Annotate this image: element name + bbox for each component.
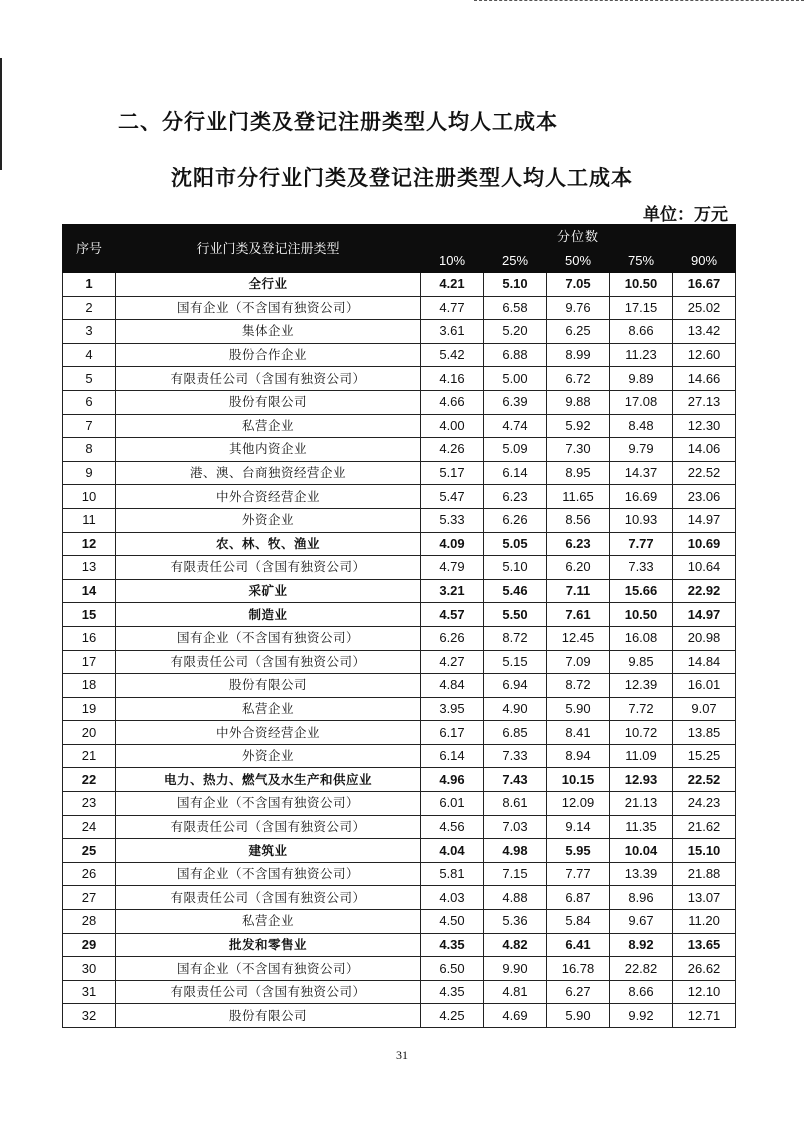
table-row bbox=[63, 721, 736, 745]
table-row bbox=[63, 485, 736, 509]
cell-p10: 4.57 bbox=[421, 603, 484, 627]
cell-p90: 13.65 bbox=[673, 933, 736, 957]
cell-name: 股份合作企业 bbox=[116, 343, 421, 367]
cell-p90: 12.30 bbox=[673, 414, 736, 438]
cell-seq: 32 bbox=[63, 1004, 116, 1028]
cell-p75: 14.37 bbox=[610, 461, 673, 485]
cell-name: 中外合资经营企业 bbox=[116, 721, 421, 745]
cell-p10: 4.35 bbox=[421, 980, 484, 1004]
table-body bbox=[63, 273, 736, 1028]
cell-name: 私营企业 bbox=[116, 910, 421, 934]
cell-p75: 11.09 bbox=[610, 744, 673, 768]
cell-p10: 4.66 bbox=[421, 390, 484, 414]
cell-seq: 15 bbox=[63, 603, 116, 627]
cell-p10: 4.35 bbox=[421, 933, 484, 957]
table-row bbox=[63, 744, 736, 768]
cell-p75: 11.35 bbox=[610, 815, 673, 839]
table-row bbox=[63, 390, 736, 414]
cell-p90: 22.52 bbox=[673, 461, 736, 485]
cell-p75: 9.79 bbox=[610, 438, 673, 462]
cell-seq: 26 bbox=[63, 862, 116, 886]
table-row bbox=[63, 603, 736, 627]
header-p50: 50% bbox=[547, 250, 610, 273]
cell-name: 国有企业（不含国有独资公司） bbox=[116, 957, 421, 981]
cell-p10: 4.21 bbox=[421, 273, 484, 297]
table-row bbox=[63, 933, 736, 957]
cell-p25: 7.33 bbox=[484, 744, 547, 768]
cell-name: 有限责任公司（含国有独资公司） bbox=[116, 650, 421, 674]
cell-p50: 7.30 bbox=[547, 438, 610, 462]
table-row bbox=[63, 910, 736, 934]
cell-p75: 9.89 bbox=[610, 367, 673, 391]
cell-p25: 7.03 bbox=[484, 815, 547, 839]
cell-seq: 27 bbox=[63, 886, 116, 910]
cell-name: 有限责任公司（含国有独资公司） bbox=[116, 556, 421, 580]
cell-name: 农、林、牧、渔业 bbox=[116, 532, 421, 556]
cell-p10: 6.26 bbox=[421, 626, 484, 650]
table-row bbox=[63, 461, 736, 485]
cell-p75: 8.92 bbox=[610, 933, 673, 957]
cell-p10: 3.21 bbox=[421, 579, 484, 603]
cell-p90: 14.97 bbox=[673, 603, 736, 627]
cell-name: 股份有限公司 bbox=[116, 1004, 421, 1028]
cell-p10: 4.50 bbox=[421, 910, 484, 934]
cell-name: 国有企业（不含国有独资公司） bbox=[116, 296, 421, 320]
cell-p10: 4.25 bbox=[421, 1004, 484, 1028]
cell-p75: 10.50 bbox=[610, 603, 673, 627]
table-title: 沈阳市分行业门类及登记注册类型人均人工成本 bbox=[171, 166, 633, 190]
cell-p10: 4.26 bbox=[421, 438, 484, 462]
cell-p90: 15.10 bbox=[673, 839, 736, 863]
cell-p50: 5.90 bbox=[547, 697, 610, 721]
cell-seq: 6 bbox=[63, 390, 116, 414]
cell-p25: 8.61 bbox=[484, 792, 547, 816]
cell-p75: 15.66 bbox=[610, 579, 673, 603]
cell-p10: 6.14 bbox=[421, 744, 484, 768]
cell-p90: 9.07 bbox=[673, 697, 736, 721]
cell-p25: 6.85 bbox=[484, 721, 547, 745]
header-p10: 10% bbox=[421, 250, 484, 273]
cell-p10: 5.81 bbox=[421, 862, 484, 886]
cell-p25: 6.26 bbox=[484, 508, 547, 532]
table-row bbox=[63, 792, 736, 816]
cell-seq: 24 bbox=[63, 815, 116, 839]
cell-p10: 4.79 bbox=[421, 556, 484, 580]
cell-p90: 23.06 bbox=[673, 485, 736, 509]
cell-seq: 11 bbox=[63, 508, 116, 532]
cell-p75: 7.33 bbox=[610, 556, 673, 580]
cell-p50: 6.23 bbox=[547, 532, 610, 556]
cell-seq: 3 bbox=[63, 320, 116, 344]
cell-name: 外资企业 bbox=[116, 744, 421, 768]
cell-p25: 5.15 bbox=[484, 650, 547, 674]
cell-p75: 10.04 bbox=[610, 839, 673, 863]
cell-name: 国有企业（不含国有独资公司） bbox=[116, 862, 421, 886]
header-p75: 75% bbox=[610, 250, 673, 273]
cell-p50: 12.45 bbox=[547, 626, 610, 650]
cell-p10: 5.33 bbox=[421, 508, 484, 532]
cell-p75: 17.15 bbox=[610, 296, 673, 320]
cell-p50: 8.95 bbox=[547, 461, 610, 485]
cell-name: 私营企业 bbox=[116, 697, 421, 721]
section-title: 二、分行业门类及登记注册类型人均人工成本 bbox=[118, 110, 558, 134]
cell-p10: 5.17 bbox=[421, 461, 484, 485]
cell-name: 电力、热力、燃气及水生产和供应业 bbox=[116, 768, 421, 792]
cell-seq: 7 bbox=[63, 414, 116, 438]
cell-seq: 23 bbox=[63, 792, 116, 816]
cell-p50: 9.14 bbox=[547, 815, 610, 839]
cell-seq: 22 bbox=[63, 768, 116, 792]
table-row bbox=[63, 273, 736, 297]
cell-p25: 5.36 bbox=[484, 910, 547, 934]
cell-p90: 20.98 bbox=[673, 626, 736, 650]
cell-p10: 5.42 bbox=[421, 343, 484, 367]
header-p25: 25% bbox=[484, 250, 547, 273]
cell-seq: 1 bbox=[63, 273, 116, 297]
cell-p75: 7.72 bbox=[610, 697, 673, 721]
cell-seq: 10 bbox=[63, 485, 116, 509]
cell-p50: 6.87 bbox=[547, 886, 610, 910]
cell-seq: 12 bbox=[63, 532, 116, 556]
cell-p90: 12.60 bbox=[673, 343, 736, 367]
cell-name: 全行业 bbox=[116, 273, 421, 297]
table-row bbox=[63, 626, 736, 650]
cell-p90: 10.64 bbox=[673, 556, 736, 580]
cell-p25: 5.09 bbox=[484, 438, 547, 462]
cell-p90: 11.20 bbox=[673, 910, 736, 934]
cell-name: 股份有限公司 bbox=[116, 390, 421, 414]
table-row bbox=[63, 367, 736, 391]
cell-p75: 7.77 bbox=[610, 532, 673, 556]
cell-p90: 13.07 bbox=[673, 886, 736, 910]
cell-seq: 25 bbox=[63, 839, 116, 863]
cell-p50: 7.61 bbox=[547, 603, 610, 627]
cell-seq: 29 bbox=[63, 933, 116, 957]
cell-seq: 20 bbox=[63, 721, 116, 745]
cell-p10: 4.04 bbox=[421, 839, 484, 863]
cell-p75: 22.82 bbox=[610, 957, 673, 981]
cell-p25: 6.58 bbox=[484, 296, 547, 320]
cell-p90: 22.92 bbox=[673, 579, 736, 603]
cell-p50: 7.09 bbox=[547, 650, 610, 674]
table-row bbox=[63, 1004, 736, 1028]
cell-p90: 21.88 bbox=[673, 862, 736, 886]
cell-p25: 5.05 bbox=[484, 532, 547, 556]
cell-p50: 6.41 bbox=[547, 933, 610, 957]
cell-p50: 7.11 bbox=[547, 579, 610, 603]
cell-p75: 8.66 bbox=[610, 980, 673, 1004]
cell-p90: 12.10 bbox=[673, 980, 736, 1004]
cell-p25: 8.72 bbox=[484, 626, 547, 650]
cell-p25: 5.00 bbox=[484, 367, 547, 391]
table-row bbox=[63, 508, 736, 532]
cell-p90: 25.02 bbox=[673, 296, 736, 320]
table-row bbox=[63, 438, 736, 462]
cell-p25: 4.74 bbox=[484, 414, 547, 438]
cell-p10: 3.95 bbox=[421, 697, 484, 721]
cell-p10: 4.03 bbox=[421, 886, 484, 910]
cell-p90: 13.85 bbox=[673, 721, 736, 745]
cell-p75: 10.93 bbox=[610, 508, 673, 532]
cell-p50: 9.76 bbox=[547, 296, 610, 320]
table-row bbox=[63, 650, 736, 674]
cell-p75: 16.08 bbox=[610, 626, 673, 650]
cell-name: 外资企业 bbox=[116, 508, 421, 532]
cell-seq: 4 bbox=[63, 343, 116, 367]
header-percentile-group: 分位数 bbox=[421, 225, 736, 250]
cell-seq: 9 bbox=[63, 461, 116, 485]
cell-p75: 8.48 bbox=[610, 414, 673, 438]
cell-p50: 5.90 bbox=[547, 1004, 610, 1028]
cell-name: 采矿业 bbox=[116, 579, 421, 603]
cell-p10: 4.77 bbox=[421, 296, 484, 320]
cell-p25: 6.14 bbox=[484, 461, 547, 485]
cell-seq: 17 bbox=[63, 650, 116, 674]
cell-seq: 14 bbox=[63, 579, 116, 603]
cell-p10: 4.09 bbox=[421, 532, 484, 556]
table-row bbox=[63, 957, 736, 981]
header-p90: 90% bbox=[673, 250, 736, 273]
cell-p25: 5.10 bbox=[484, 556, 547, 580]
cell-seq: 28 bbox=[63, 910, 116, 934]
cell-name: 中外合资经营企业 bbox=[116, 485, 421, 509]
cell-name: 集体企业 bbox=[116, 320, 421, 344]
cell-p10: 4.84 bbox=[421, 674, 484, 698]
cell-p90: 27.13 bbox=[673, 390, 736, 414]
cell-seq: 30 bbox=[63, 957, 116, 981]
cell-p25: 9.90 bbox=[484, 957, 547, 981]
cell-p10: 4.16 bbox=[421, 367, 484, 391]
table-row bbox=[63, 862, 736, 886]
table-row bbox=[63, 579, 736, 603]
cell-p90: 14.97 bbox=[673, 508, 736, 532]
cell-name: 股份有限公司 bbox=[116, 674, 421, 698]
cell-p50: 6.72 bbox=[547, 367, 610, 391]
cell-p50: 8.41 bbox=[547, 721, 610, 745]
cell-p90: 24.23 bbox=[673, 792, 736, 816]
unit-label: 单位：万元 bbox=[643, 205, 728, 225]
cell-name: 制造业 bbox=[116, 603, 421, 627]
cell-p10: 3.61 bbox=[421, 320, 484, 344]
cell-p50: 16.78 bbox=[547, 957, 610, 981]
table-row bbox=[63, 320, 736, 344]
cell-p10: 4.00 bbox=[421, 414, 484, 438]
cell-p10: 5.47 bbox=[421, 485, 484, 509]
cell-p75: 12.39 bbox=[610, 674, 673, 698]
cell-p25: 4.90 bbox=[484, 697, 547, 721]
cell-p75: 9.85 bbox=[610, 650, 673, 674]
cell-p90: 13.42 bbox=[673, 320, 736, 344]
cell-p75: 9.92 bbox=[610, 1004, 673, 1028]
cell-p75: 11.23 bbox=[610, 343, 673, 367]
cell-p50: 5.92 bbox=[547, 414, 610, 438]
table-row bbox=[63, 296, 736, 320]
cell-p50: 9.88 bbox=[547, 390, 610, 414]
cost-table bbox=[62, 224, 736, 1028]
cell-p10: 6.17 bbox=[421, 721, 484, 745]
cell-name: 有限责任公司（含国有独资公司） bbox=[116, 980, 421, 1004]
cell-p50: 7.05 bbox=[547, 273, 610, 297]
table-row bbox=[63, 839, 736, 863]
table-row bbox=[63, 343, 736, 367]
table-row bbox=[63, 815, 736, 839]
cell-p50: 7.77 bbox=[547, 862, 610, 886]
cell-p75: 8.66 bbox=[610, 320, 673, 344]
header-seq: 序号 bbox=[63, 225, 116, 273]
table-row bbox=[63, 886, 736, 910]
table-row bbox=[63, 414, 736, 438]
cell-seq: 2 bbox=[63, 296, 116, 320]
scan-edge-mark bbox=[0, 58, 2, 170]
cell-name: 有限责任公司（含国有独资公司） bbox=[116, 367, 421, 391]
cell-p75: 21.13 bbox=[610, 792, 673, 816]
cell-p90: 16.01 bbox=[673, 674, 736, 698]
cell-p90: 14.06 bbox=[673, 438, 736, 462]
cell-name: 有限责任公司（含国有独资公司） bbox=[116, 886, 421, 910]
cell-name: 国有企业（不含国有独资公司） bbox=[116, 626, 421, 650]
cell-name: 港、澳、台商独资经营企业 bbox=[116, 461, 421, 485]
cell-p50: 8.99 bbox=[547, 343, 610, 367]
cell-p90: 15.25 bbox=[673, 744, 736, 768]
cell-p75: 9.67 bbox=[610, 910, 673, 934]
cell-p75: 10.72 bbox=[610, 721, 673, 745]
cell-p90: 26.62 bbox=[673, 957, 736, 981]
cell-p25: 6.94 bbox=[484, 674, 547, 698]
cell-p10: 4.56 bbox=[421, 815, 484, 839]
cell-p90: 10.69 bbox=[673, 532, 736, 556]
cell-name: 国有企业（不含国有独资公司） bbox=[116, 792, 421, 816]
cell-p90: 14.66 bbox=[673, 367, 736, 391]
cell-p25: 6.23 bbox=[484, 485, 547, 509]
cell-seq: 16 bbox=[63, 626, 116, 650]
cell-seq: 18 bbox=[63, 674, 116, 698]
table-row bbox=[63, 768, 736, 792]
cell-name: 其他内资企业 bbox=[116, 438, 421, 462]
cell-p25: 6.39 bbox=[484, 390, 547, 414]
cell-p25: 7.15 bbox=[484, 862, 547, 886]
scan-top-mark bbox=[474, 0, 804, 3]
cell-p25: 4.81 bbox=[484, 980, 547, 1004]
cell-p90: 14.84 bbox=[673, 650, 736, 674]
page-number: 31 bbox=[396, 1048, 408, 1062]
cell-p75: 13.39 bbox=[610, 862, 673, 886]
cell-seq: 21 bbox=[63, 744, 116, 768]
cell-p25: 4.88 bbox=[484, 886, 547, 910]
table-row bbox=[63, 980, 736, 1004]
cell-p50: 12.09 bbox=[547, 792, 610, 816]
cell-p25: 5.10 bbox=[484, 273, 547, 297]
table-header bbox=[63, 225, 736, 273]
cell-seq: 31 bbox=[63, 980, 116, 1004]
table-row bbox=[63, 556, 736, 580]
cell-seq: 8 bbox=[63, 438, 116, 462]
cell-p75: 16.69 bbox=[610, 485, 673, 509]
cell-p90: 12.71 bbox=[673, 1004, 736, 1028]
cell-p10: 6.50 bbox=[421, 957, 484, 981]
cell-seq: 19 bbox=[63, 697, 116, 721]
cell-p75: 12.93 bbox=[610, 768, 673, 792]
cell-p50: 11.65 bbox=[547, 485, 610, 509]
cell-p75: 10.50 bbox=[610, 273, 673, 297]
cell-seq: 13 bbox=[63, 556, 116, 580]
cell-seq: 5 bbox=[63, 367, 116, 391]
cell-name: 有限责任公司（含国有独资公司） bbox=[116, 815, 421, 839]
cell-p25: 5.46 bbox=[484, 579, 547, 603]
cell-p75: 8.96 bbox=[610, 886, 673, 910]
cell-p25: 5.50 bbox=[484, 603, 547, 627]
cell-p50: 6.25 bbox=[547, 320, 610, 344]
cell-p90: 16.67 bbox=[673, 273, 736, 297]
cell-p50: 5.95 bbox=[547, 839, 610, 863]
cell-p25: 5.20 bbox=[484, 320, 547, 344]
cell-p25: 4.82 bbox=[484, 933, 547, 957]
header-name: 行业门类及登记注册类型 bbox=[116, 225, 421, 273]
cell-name: 建筑业 bbox=[116, 839, 421, 863]
cell-name: 私营企业 bbox=[116, 414, 421, 438]
cell-p50: 6.20 bbox=[547, 556, 610, 580]
table-row bbox=[63, 697, 736, 721]
cell-p25: 6.88 bbox=[484, 343, 547, 367]
cell-p75: 17.08 bbox=[610, 390, 673, 414]
cell-p10: 6.01 bbox=[421, 792, 484, 816]
cell-p10: 4.27 bbox=[421, 650, 484, 674]
cell-p50: 6.27 bbox=[547, 980, 610, 1004]
cell-p90: 21.62 bbox=[673, 815, 736, 839]
cell-p25: 4.98 bbox=[484, 839, 547, 863]
table-row bbox=[63, 674, 736, 698]
cell-p90: 22.52 bbox=[673, 768, 736, 792]
cell-p50: 8.56 bbox=[547, 508, 610, 532]
cell-p25: 4.69 bbox=[484, 1004, 547, 1028]
cell-p50: 8.94 bbox=[547, 744, 610, 768]
cell-p50: 10.15 bbox=[547, 768, 610, 792]
cell-name: 批发和零售业 bbox=[116, 933, 421, 957]
cell-p50: 8.72 bbox=[547, 674, 610, 698]
cell-p10: 4.96 bbox=[421, 768, 484, 792]
cell-p25: 7.43 bbox=[484, 768, 547, 792]
cell-p50: 5.84 bbox=[547, 910, 610, 934]
table-row bbox=[63, 532, 736, 556]
